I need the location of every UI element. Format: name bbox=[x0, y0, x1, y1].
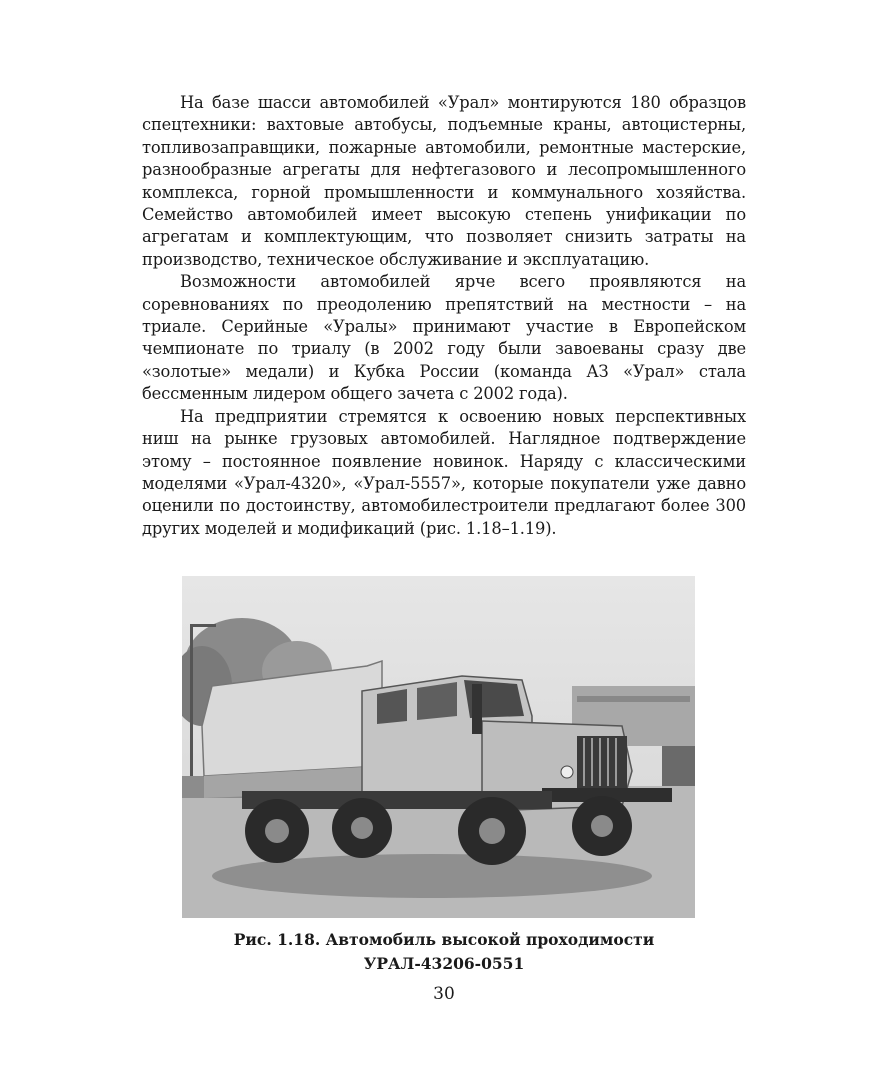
page-number: 30 bbox=[433, 984, 455, 1004]
figure-caption bbox=[142, 928, 746, 976]
body-text bbox=[142, 92, 746, 540]
caption-line-1: Рис. 1.18. Автомобиль высокой проходимости bbox=[233, 930, 655, 949]
truck-photo bbox=[182, 576, 695, 918]
paragraph-2: Возможности автомобилей ярче всего проявляются на соревнованиях по преодолению препятствий на местности – на триале. Серийные «Уралы» принимают участие в Европейском чемпионате по триалу (в 2002 году были завоеваны сразу две «золотые» медали) и Кубка России (команда АЗ «Урал» стала бессменным лидером общего зачета с 2002 года). bbox=[142, 272, 746, 404]
caption-line-2: УРАЛ-43206-0551 bbox=[363, 954, 525, 973]
paragraph-3: На предприятии стремятся к освоению новых перспективных ниш на рынке грузовых автомобилей. Наглядное подтверждение этому – постоянное появление новинок. Наряду с классическими моделями «Урал-4320», «Урал-5557», которые покупатели уже давно оценили по достоинству, автомобилестроители предлагают более 300 других моделей и модификаций (рис. 1.18–1.19). bbox=[142, 406, 746, 538]
paragraph-1: На базе шасси автомобилей «Урал» монтируются 180 образцов спецтехники: вахтовые автобусы, подъемные краны, автоцистерны, топливозаправщики, пожарные автомобили, ремонтные мастерские, разнообразные агрегаты для нефтегазового и лесопромышленного комплекса, горной промышленности и коммунального хозяйства. Семейство автомобилей имеет высокую степень унификации по агрегатам и комплектующим, что позволяет снизить затраты на производство, техническое обслуживание и эксплуатацию. bbox=[142, 93, 746, 269]
